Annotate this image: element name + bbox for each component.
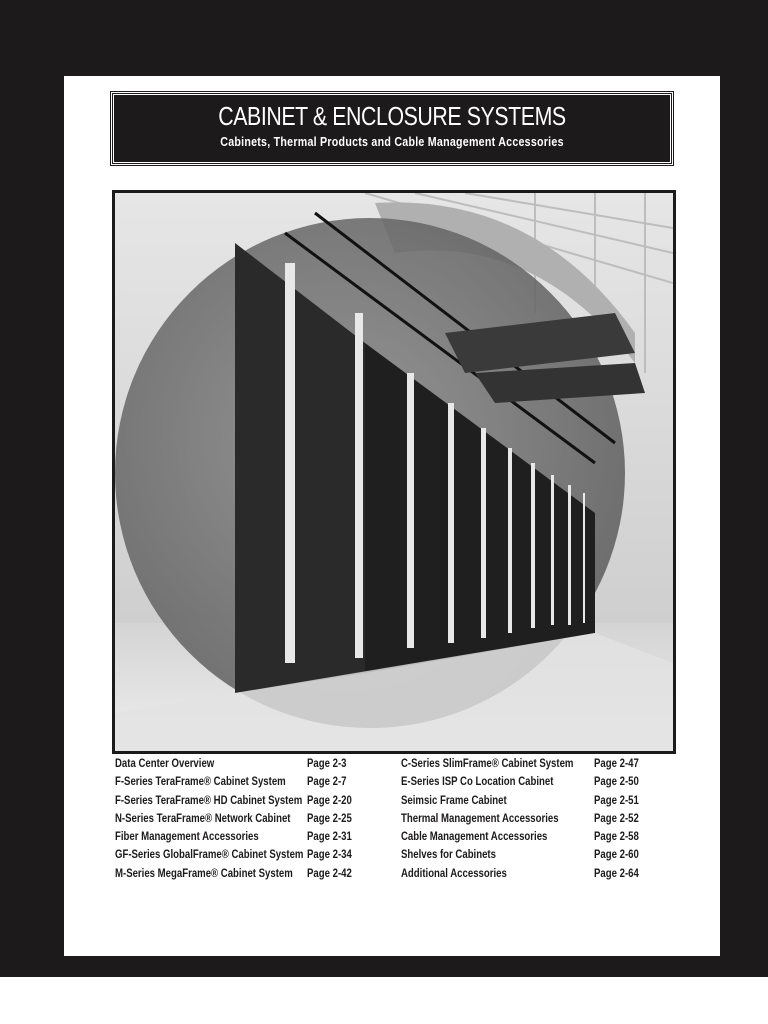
toc-entry[interactable]: [115, 772, 375, 790]
toc-entry[interactable]: [401, 845, 671, 863]
toc-left-column: [115, 754, 375, 882]
toc-entry-page: Page 2-50: [594, 774, 639, 789]
toc-entry[interactable]: [115, 845, 375, 863]
toc-entry-page: Page 2-7: [307, 774, 347, 789]
data-center-illustration: [115, 193, 673, 751]
toc-entry-title: E-Series ISP Co Location Cabinet: [401, 774, 554, 789]
toc-entry-page: Page 2-52: [594, 810, 639, 825]
toc-entry[interactable]: [115, 791, 375, 809]
toc-entry[interactable]: [401, 754, 671, 772]
toc-entry-title: Data Center Overview: [115, 756, 215, 770]
data-center-photo: [112, 190, 676, 754]
toc-entry-page: Page 2-64: [594, 865, 639, 880]
toc-entry-page: Page 2-20: [307, 792, 352, 807]
catalog-page: [64, 76, 720, 956]
toc-entry[interactable]: [401, 772, 671, 790]
toc-entry-page: Page 2-60: [594, 847, 639, 862]
section-header: [113, 94, 671, 163]
toc-entry-page: Page 2-58: [594, 829, 639, 844]
toc-entry[interactable]: [401, 827, 671, 845]
toc-entry-title: C-Series SlimFrame® Cabinet System: [401, 756, 574, 770]
toc-entry-title: M-Series MegaFrame® Cabinet System: [115, 865, 293, 880]
toc-entry-page: Page 2-25: [307, 810, 352, 825]
toc-entry-page: Page 2-51: [594, 792, 639, 807]
toc-entry[interactable]: [115, 754, 375, 772]
toc-entry-title: Fiber Management Accessories: [115, 829, 259, 844]
toc-entry-page: Page 2-3: [307, 756, 347, 770]
toc-entry[interactable]: [115, 827, 375, 845]
toc-entry[interactable]: [115, 864, 375, 882]
toc-entry-page: Page 2-47: [594, 756, 639, 770]
toc-right-column: [401, 754, 671, 882]
toc-entry[interactable]: [401, 809, 671, 827]
toc-entry-title: F-Series TeraFrame® Cabinet System: [115, 774, 286, 789]
toc-entry-title: F-Series TeraFrame® HD Cabinet System: [115, 792, 303, 807]
toc-entry-title: N-Series TeraFrame® Network Cabinet: [115, 810, 291, 825]
toc-entry-title: Cable Management Accessories: [401, 829, 548, 844]
toc-entry-title: Seimsic Frame Cabinet: [401, 792, 507, 807]
page-subtitle: Cabinets, Thermal Products and Cable Management Accessories: [220, 134, 564, 149]
toc-entry[interactable]: [401, 791, 671, 809]
toc-entry-page: Page 2-31: [307, 829, 352, 844]
toc-entry-title: GF-Series GlobalFrame® Cabinet System: [115, 847, 304, 862]
toc-entry-page: Page 2-42: [307, 865, 352, 880]
toc-entry[interactable]: [115, 809, 375, 827]
toc-entry[interactable]: [401, 864, 671, 882]
toc-entry-page: Page 2-34: [307, 847, 352, 862]
page-title: CABINET & ENCLOSURE SYSTEMS: [218, 101, 566, 131]
bottom-strip: [0, 977, 768, 1024]
toc-entry-title: Additional Accessories: [401, 865, 507, 880]
toc-entry-title: Thermal Management Accessories: [401, 810, 559, 825]
toc-entry-title: Shelves for Cabinets: [401, 847, 496, 862]
